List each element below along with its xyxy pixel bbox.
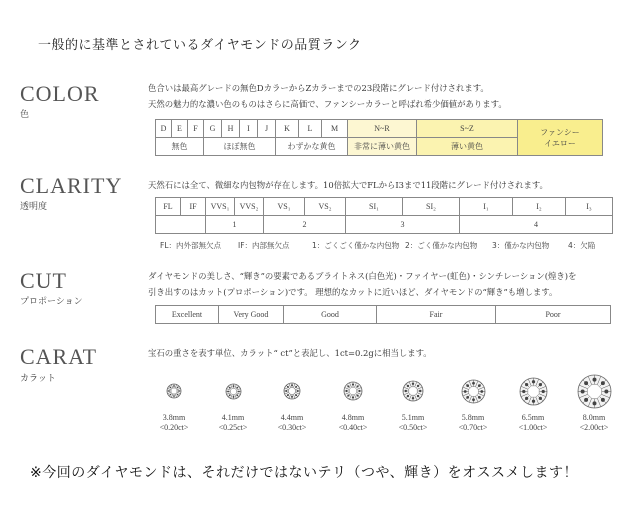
footer-recommendation: ※今回のダイヤモンドは、それだけではないテリ（つや、輝き）をオススメします！ bbox=[30, 465, 579, 481]
carat-stone-size: 4.1mm bbox=[221, 413, 245, 422]
color-group-colorless: 無色 bbox=[156, 138, 204, 156]
color-group-very-light-yellow: 非常に薄い黄色 bbox=[348, 138, 417, 156]
cut-grade-table bbox=[155, 305, 611, 324]
clarity-grade-table bbox=[155, 197, 613, 234]
clarity-grade-i2: I₂ bbox=[513, 198, 566, 216]
color-grade-fancy bbox=[518, 120, 603, 156]
clarity-group-1: 1 bbox=[206, 216, 264, 234]
clarity-grade-fl: FL bbox=[156, 198, 181, 216]
carat-stone-size: 6.5mm bbox=[521, 413, 545, 422]
carat-stone-size: 8.0mm bbox=[582, 413, 606, 422]
color-group-light-yellow: 薄い黄色 bbox=[417, 138, 518, 156]
color-grade-d: D bbox=[156, 120, 172, 138]
cut-heading: CUT bbox=[20, 268, 67, 293]
clarity-group-4: 4 bbox=[460, 216, 613, 234]
diamond-icon bbox=[166, 383, 182, 399]
cut-subheading: プロポーション bbox=[20, 297, 83, 307]
color-grade-h: H bbox=[222, 120, 240, 138]
clarity-grade-vvs1: VVS₁ bbox=[206, 198, 235, 216]
cut-desc-2: 引き出すのはカット(プロポーション)です。 理想的なカットに近いほど、ダイヤモンドの“輝き”も増します。 bbox=[148, 287, 558, 297]
clarity-grade-i1: I₁ bbox=[460, 198, 513, 216]
clarity-group-blank bbox=[156, 216, 206, 234]
color-grade-g: G bbox=[204, 120, 222, 138]
carat-stone-weight: <1.00ct> bbox=[518, 423, 548, 432]
cut-grade-fair: Fair bbox=[377, 306, 496, 324]
fancy-label-1: ファンシー bbox=[540, 127, 580, 137]
diamond-icon bbox=[343, 381, 363, 401]
clarity-note-3: 3：僅かな内包物 bbox=[492, 241, 550, 250]
color-grade-l: L bbox=[299, 120, 322, 138]
carat-stone-weight: <0.25ct> bbox=[218, 423, 248, 432]
color-desc-1: 色合いは最高グレードの無色DカラーからZカラーまでの23段階にグレード付けされます。 bbox=[148, 83, 489, 93]
carat-stone-weight: <2.00ct> bbox=[579, 423, 609, 432]
diamond-icon bbox=[402, 380, 424, 402]
color-group-near-colorless: ほぼ無色 bbox=[204, 138, 276, 156]
clarity-grade-si2: SI₂ bbox=[403, 198, 460, 216]
carat-stone-weight: <0.70ct> bbox=[458, 423, 488, 432]
cut-grade-excellent: Excellent bbox=[156, 306, 219, 324]
color-grade-k: K bbox=[276, 120, 299, 138]
clarity-grade-vvs2: VVS₂ bbox=[235, 198, 264, 216]
color-grade-table bbox=[155, 119, 603, 156]
cut-desc-1: ダイヤモンドの美しさ、“輝き”の要素であるブライトネス(白色光)・ファイヤー(虹色)・シンチレーション(煌き)を bbox=[148, 271, 577, 281]
diamond-icon bbox=[461, 379, 486, 404]
clarity-group-3: 3 bbox=[346, 216, 460, 234]
cut-grade-poor: Poor bbox=[496, 306, 611, 324]
clarity-heading: CLARITY bbox=[20, 173, 123, 198]
carat-subheading: カラット bbox=[20, 374, 56, 384]
clarity-note-if: IF：内部無欠点 bbox=[238, 241, 290, 250]
cut-grade-good: Good bbox=[284, 306, 377, 324]
carat-stone-weight: <0.20ct> bbox=[159, 423, 189, 432]
color-group-faint-yellow: わずかな黄色 bbox=[276, 138, 348, 156]
carat-stone-weight: <0.30ct> bbox=[277, 423, 307, 432]
color-subheading: 色 bbox=[20, 110, 30, 120]
carat-stone-size: 4.8mm bbox=[341, 413, 365, 422]
color-grade-f: F bbox=[188, 120, 204, 138]
fancy-label-2: イエロー bbox=[544, 138, 576, 148]
cut-grade-very-good: Very Good bbox=[219, 306, 284, 324]
diamond-icon bbox=[283, 382, 301, 400]
diamond-icon bbox=[519, 377, 548, 406]
color-desc-2: 天然の魅力的な濃い色のものはさらに高価で、ファンシーカラーと呼ばれ希少価値があります。 bbox=[148, 99, 507, 109]
clarity-grade-i3: I₃ bbox=[566, 198, 613, 216]
color-grade-n-r: N~R bbox=[348, 120, 417, 138]
carat-stone-size: 3.8mm bbox=[162, 413, 186, 422]
clarity-grade-vs1: VS₁ bbox=[264, 198, 305, 216]
color-grade-e: E bbox=[172, 120, 188, 138]
carat-heading: CARAT bbox=[20, 344, 98, 369]
color-heading: COLOR bbox=[20, 81, 100, 106]
clarity-subheading: 透明度 bbox=[20, 202, 48, 212]
clarity-group-2: 2 bbox=[264, 216, 346, 234]
color-grade-i: I bbox=[240, 120, 258, 138]
clarity-desc-1: 天然石には全て、微細な内包物が存在します。10倍拡大でFLからI3まで11段階にグレード付けされます。 bbox=[148, 180, 548, 190]
carat-stone-size: 5.8mm bbox=[461, 413, 485, 422]
page-title: 一般的に基準とされているダイヤモンドの品質ランク bbox=[38, 38, 362, 53]
diamond-icon bbox=[577, 374, 612, 409]
carat-stone-weight: <0.50ct> bbox=[398, 423, 428, 432]
clarity-grade-si1: SI₁ bbox=[346, 198, 403, 216]
carat-stone-size: 4.4mm bbox=[280, 413, 304, 422]
carat-stone-weight: <0.40ct> bbox=[338, 423, 368, 432]
clarity-note-1: 1：ごくごく僅かな内包物 bbox=[312, 241, 400, 250]
diamond-icon bbox=[225, 383, 242, 400]
carat-desc-1: 宝石の重さを表す単位、カラット“ ct”と表記し、1ct=0.2gに相当します。 bbox=[148, 348, 432, 358]
clarity-grade-if: IF bbox=[181, 198, 206, 216]
clarity-grade-vs2: VS₂ bbox=[305, 198, 346, 216]
carat-stone-size: 5.1mm bbox=[401, 413, 425, 422]
clarity-note-4: 4：欠陥 bbox=[568, 241, 596, 250]
clarity-note-2: 2：ごく僅かな内包物 bbox=[405, 241, 478, 250]
color-grade-j: J bbox=[258, 120, 276, 138]
clarity-note-fl: FL：内外部無欠点 bbox=[160, 241, 221, 250]
color-grade-m: M bbox=[322, 120, 348, 138]
color-grade-s-z: S~Z bbox=[417, 120, 518, 138]
